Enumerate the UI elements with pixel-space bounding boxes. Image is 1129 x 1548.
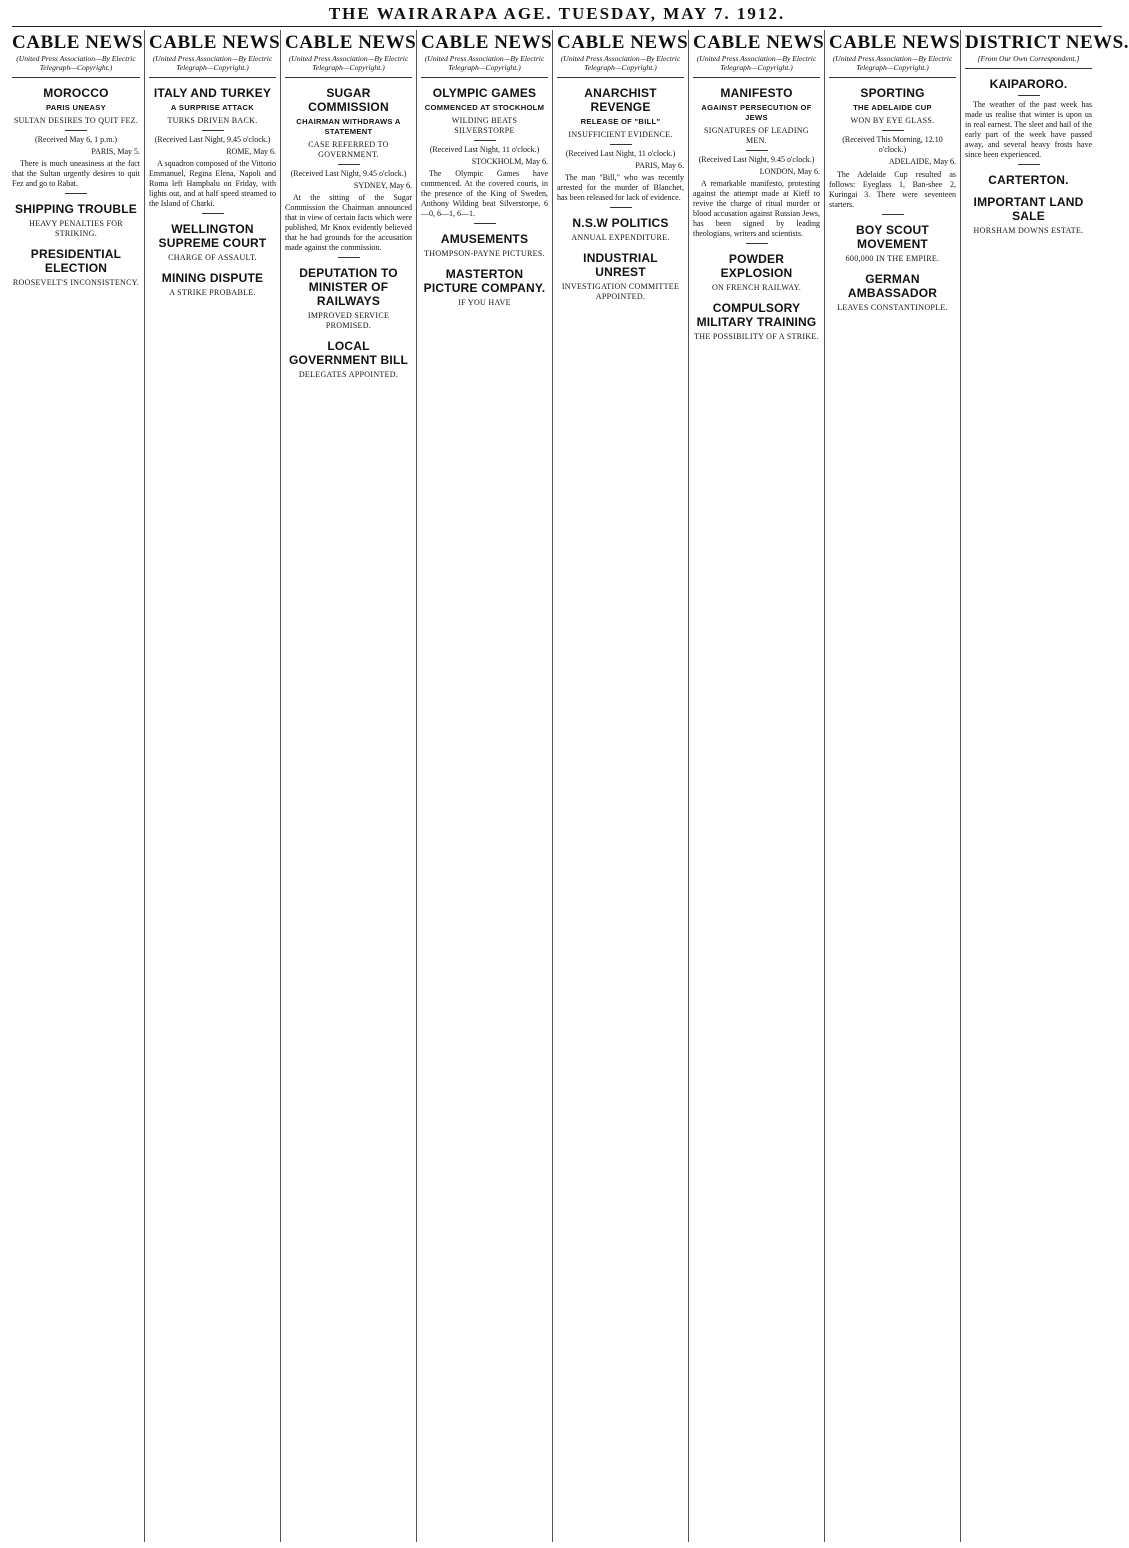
story-title: DEPUTATION TO MINISTER OF RAILWAYS xyxy=(299,266,398,309)
columns xyxy=(8,30,1129,1542)
story-subhead: ANNUAL EXPENDITURE. xyxy=(571,233,670,243)
column-credit: (United Press Association—By Electric Telegraph—Copyright.) xyxy=(829,54,956,78)
story-title: AMUSEMENTS xyxy=(440,232,529,247)
story-subhead: 600,000 IN THE EMPIRE. xyxy=(845,253,940,263)
story-line: SULTAN DESIRES TO QUIT FEZ. xyxy=(13,116,139,125)
dateline: LONDON, May 6. xyxy=(759,167,820,177)
column-4 xyxy=(416,30,552,1542)
story-subhead: THOMPSON-PAYNE PICTURES. xyxy=(424,249,545,259)
received-line: (Received Last Night, 9.45 o'clock.) xyxy=(154,135,271,144)
story-line: CASE REFERRED TO GOVERNMENT. xyxy=(308,140,389,159)
story-title: SPORTING xyxy=(860,86,925,100)
rule-dash xyxy=(746,150,768,151)
story-body: There is much uneasiness at the fact that the Sultan urgently desires to quit Fez and go to Rabat. xyxy=(12,159,140,189)
story-title: ANARCHIST REVENGE xyxy=(584,86,657,114)
rule-dash xyxy=(610,144,632,145)
story-title: N.S.W POLITICS xyxy=(572,216,669,231)
story-title: MANIFESTO xyxy=(720,86,793,100)
story-title: PRESIDENTIAL ELECTION xyxy=(30,247,122,276)
story-title: BOY SCOUT MOVEMENT xyxy=(856,222,929,251)
rule-dash xyxy=(474,140,496,141)
story-body: The weather of the past week has made us realise that winter is upon us in real earnest. The sleet and hail of the early part of the week have passed away, and several heavy frosts have since been experienced. xyxy=(965,100,1092,159)
story-subhead: THE ADELAIDE CUP xyxy=(853,103,932,112)
column-6 xyxy=(688,30,824,1542)
story-title: COMPULSORY MILITARY TRAINING xyxy=(696,301,817,330)
story-title: MASTERTON PICTURE COMPANY. xyxy=(423,267,546,296)
masthead-rule xyxy=(12,26,1102,27)
story-subhead: THE POSSIBILITY OF A STRIKE. xyxy=(694,332,819,342)
column-credit: (United Press Association—By Electric Telegraph—Copyright.) xyxy=(693,54,820,78)
rule-dash xyxy=(202,213,224,214)
column-8 xyxy=(960,30,1129,1542)
story-body: At the sitting of the Sugar Commission the Chairman announced that in view of certain facts which were published, Mr Knox evidently believed that he had grounds for the accusation made against the commission. xyxy=(285,193,412,253)
dateline: PARIS, May 5. xyxy=(91,147,140,157)
story-line: INSUFFICIENT EVIDENCE. xyxy=(568,130,673,139)
story-body: A remarkable manifesto, protesting against the attempt made at Kieff to revive the charge of ritual murder or blood accusation against Russian Jews, has been signed by leading theologians, writers and scientists. xyxy=(693,179,820,239)
column-3 xyxy=(280,30,416,1542)
column-credit: (United Press Association—By Electric Telegraph—Copyright.) xyxy=(421,54,548,78)
story-subhead: DELEGATES APPOINTED. xyxy=(298,370,399,380)
story-subhead: RELEASE OF "BILL" xyxy=(580,117,661,126)
story-subhead: AGAINST PERSECUTION OF JEWS xyxy=(701,103,812,122)
story-subhead: PARIS UNEASY xyxy=(45,103,106,112)
story-subhead: CHARGE OF ASSAULT. xyxy=(168,253,257,263)
story-subhead: COMMENCED AT STOCKHOLM xyxy=(424,103,545,112)
story-subhead: LEAVES CONSTANTINOPLE. xyxy=(837,302,948,312)
column-header: CABLE NEWS xyxy=(693,32,825,53)
story-title: KAIPARORO. xyxy=(989,77,1068,91)
column-credit: (United Press Association—By Electric Telegraph—Copyright.) xyxy=(149,54,276,78)
story-line: SIGNATURES OF LEADING MEN. xyxy=(704,126,809,145)
story-subhead: A SURPRISE ATTACK xyxy=(170,103,255,112)
received-line: (Received Last Night, 11 o'clock.) xyxy=(429,145,540,154)
column-1 xyxy=(8,30,144,1542)
column-credit: (United Press Association—By Electric Telegraph—Copyright.) xyxy=(557,54,684,78)
column-header: CABLE NEWS xyxy=(421,32,553,53)
story-line: WILDING BEATS SILVERSTORPE xyxy=(451,116,518,135)
story-title: GERMAN AMBASSADOR xyxy=(847,271,938,300)
story-title: ITALY AND TURKEY xyxy=(153,86,272,100)
column-2 xyxy=(144,30,280,1542)
dateline: PARIS, May 6. xyxy=(635,161,684,171)
masthead: THE WAIRARAPA AGE. TUESDAY, MAY 7. 1912. xyxy=(328,4,786,23)
story-subhead: INVESTIGATION COMMITTEE APPOINTED. xyxy=(561,282,680,302)
story-subhead: ROOSEVELT'S INCONSISTENCY. xyxy=(12,278,140,288)
rule-dash xyxy=(882,214,904,215)
column-header: CABLE NEWS xyxy=(285,32,417,53)
rule-dash xyxy=(1018,95,1040,96)
story-title: LOCAL GOVERNMENT BILL xyxy=(289,339,408,368)
column-5 xyxy=(552,30,688,1542)
story-subhead: IMPROVED SERVICE PROMISED. xyxy=(307,311,390,331)
rule-dash xyxy=(202,130,224,131)
column-credit: (United Press Association—By Electric Telegraph—Copyright.) xyxy=(285,54,412,78)
received-line: (Received May 6, 1 p.m.) xyxy=(35,135,117,144)
story-body: A squadron composed of the Vittorio Emmanuel, Regina Elena, Napoli and Roma left Hampbalu on Friday, with lights out, and at half speed steamed to the Island of Charki. xyxy=(149,159,276,209)
story-subhead: IF YOU HAVE xyxy=(458,298,511,308)
story-subhead: HORSHAM DOWNS ESTATE. xyxy=(973,226,1084,235)
received-line: (Received Last Night, 9.45 o'clock.) xyxy=(698,155,815,164)
rule-dash xyxy=(65,193,87,194)
story-subhead: ON FRENCH RAILWAY. xyxy=(711,283,802,293)
rule-dash xyxy=(610,207,632,208)
column-header: CABLE NEWS xyxy=(149,32,281,53)
rule-dash xyxy=(474,223,496,224)
story-line: WON BY EYE GLASS. xyxy=(850,116,935,125)
story-title: MOROCCO xyxy=(43,86,109,100)
story-title: MINING DISPUTE xyxy=(161,271,264,286)
story-body: The Adelaide Cup resulted as follows: Eyeglass 1, Ban-shee 2, Kuringai 3. There were seventeen starters. xyxy=(829,169,956,209)
rule-dash xyxy=(338,257,360,258)
dateline: ROME, May 6. xyxy=(226,147,276,157)
story-line: TURKS DRIVEN BACK. xyxy=(167,116,258,125)
column-credit: (United Press Association—By Electric Telegraph—Copyright.) xyxy=(12,54,140,78)
story-body: The Olympic Games have commenced. At the covered courts, in the presence of the King of Sweden, Anthony Wilding beat Silverstorpe, 6—0, 6—1, 6—1. xyxy=(421,169,548,219)
dateline: SYDNEY, May 6. xyxy=(353,181,412,191)
rule-dash xyxy=(65,130,87,131)
dateline: STOCKHOLM, May 6. xyxy=(471,157,548,167)
column-header: CABLE NEWS xyxy=(557,32,689,53)
story-title: OLYMPIC GAMES xyxy=(432,86,537,100)
story-title: SHIPPING TROUBLE xyxy=(15,202,137,217)
column-7 xyxy=(824,30,960,1542)
column-header: DISTRICT NEWS. xyxy=(965,32,1129,53)
story-subhead: CHAIRMAN WITHDRAWS A STATEMENT xyxy=(296,117,401,136)
received-line: (Received Last Night, 9.45 o'clock.) xyxy=(290,169,407,178)
story-title: CARTERTON. xyxy=(988,173,1069,187)
story-title: SUGAR COMMISSION xyxy=(308,86,389,114)
story-title: POWDER EXPLOSION xyxy=(720,252,793,281)
dateline: ADELAIDE, May 6. xyxy=(888,157,956,167)
column-credit: [From Our Own Correspondent.] xyxy=(965,54,1092,69)
story-title: INDUSTRIAL UNREST xyxy=(583,251,658,280)
story-subhead: A STRIKE PROBABLE. xyxy=(169,288,256,298)
rule-dash xyxy=(338,164,360,165)
story-subhead: HEAVY PENALTIES FOR STRIKING. xyxy=(29,219,123,239)
story-title: IMPORTANT LAND SALE xyxy=(973,195,1084,223)
story-body: The man "Bill," who was recently arrested for the murder of Blanchet, has been released for lack of evidence. xyxy=(557,173,684,203)
column-header: CABLE NEWS xyxy=(12,32,144,53)
story-title: WELLINGTON SUPREME COURT xyxy=(158,222,267,251)
received-line: (Received This Morning, 12.10 o'clock.) xyxy=(842,135,943,155)
rule-dash xyxy=(882,130,904,131)
rule-dash xyxy=(1018,164,1040,165)
column-header: CABLE NEWS xyxy=(829,32,961,53)
received-line: (Received Last Night, 11 o'clock.) xyxy=(565,149,676,158)
rule-dash xyxy=(746,243,768,244)
